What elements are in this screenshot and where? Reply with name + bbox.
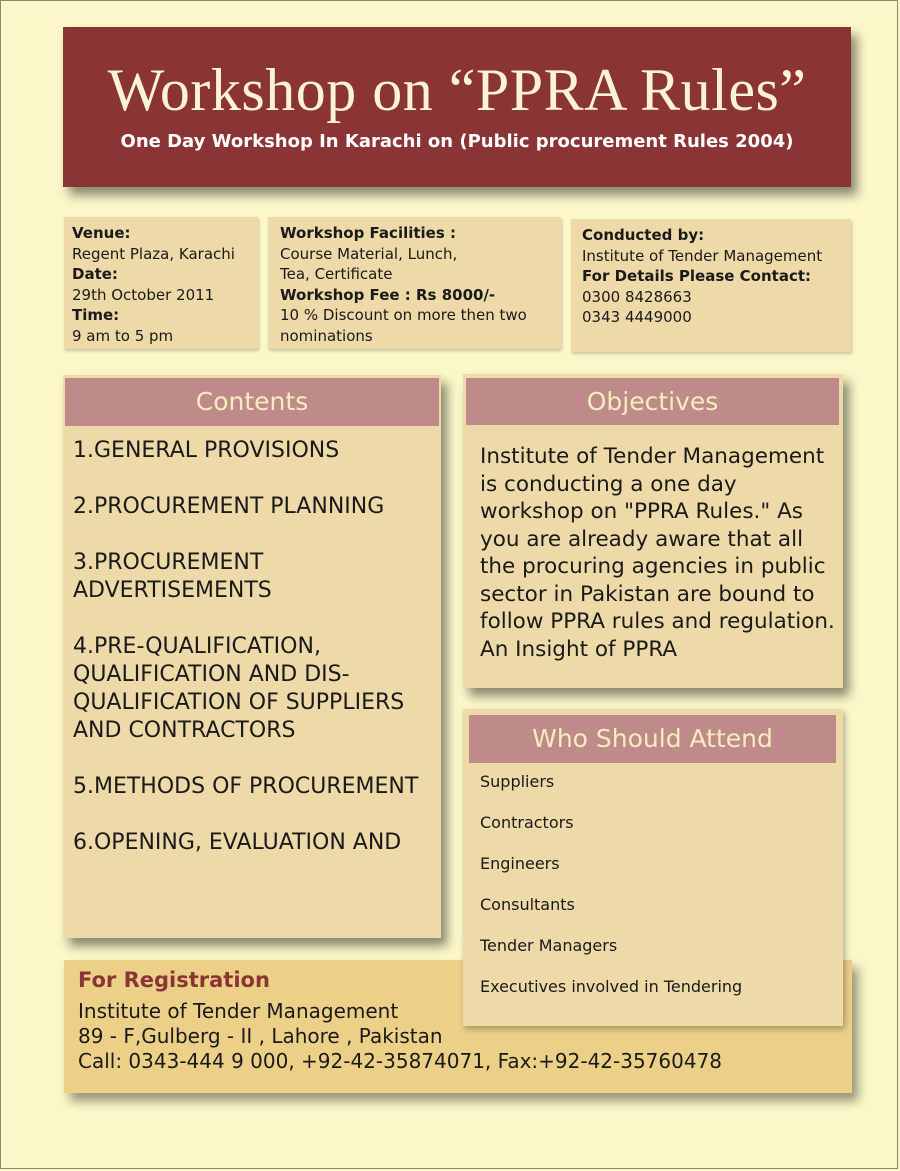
page-title: Workshop on “PPRA Rules” xyxy=(107,57,807,123)
objectives-heading: Objectives xyxy=(466,378,839,425)
fee-label: Workshop Fee : Rs 8000/- xyxy=(280,285,496,304)
registration-org: Institute of Tender Management xyxy=(78,999,399,1023)
attend-item: Consultants xyxy=(480,895,575,914)
phone-1: 0300 8428663 xyxy=(582,287,692,306)
attend-item: Executives involved in Tendering xyxy=(480,977,743,996)
contents-item: 6.OPENING, EVALUATION AND xyxy=(73,830,402,855)
title-banner xyxy=(63,27,851,187)
discount-line-1: 10 % Discount on more then two xyxy=(280,306,527,324)
facilities-box xyxy=(268,217,561,349)
registration-title: For Registration xyxy=(78,968,270,992)
contents-panel xyxy=(63,375,441,938)
attend-heading: Who Should Attend xyxy=(469,715,836,763)
contents-heading: Contents xyxy=(65,378,439,426)
discount-line-2: nominations xyxy=(280,326,373,345)
conducted-label: Conducted by: xyxy=(582,226,705,244)
time-label: Time: xyxy=(72,306,120,324)
date-value: 29th October 2011 xyxy=(72,285,215,304)
page-subtitle: One Day Workshop In Karachi on (Public procurement Rules 2004) xyxy=(120,131,794,152)
registration-phone: Call: 0343-444 9 000, +92-42-35874071, Fax:+92-42-35760478 xyxy=(78,1049,723,1073)
venue-value: Regent Plaza, Karachi xyxy=(72,244,235,263)
contents-item: 1.GENERAL PROVISIONS xyxy=(73,438,340,463)
contents-list xyxy=(73,437,435,922)
contents-item: 4.PRE-QUALIFICATION, QUALIFICATION AND DIS-QUALIFICATION OF SUPPLIERS AND CONTRACTORS xyxy=(73,634,405,743)
phone-2: 0343 4449000 xyxy=(582,308,692,326)
objectives-panel xyxy=(463,374,843,688)
facilities-line-2: Tea, Certificate xyxy=(280,265,393,283)
conducted-box xyxy=(571,219,851,352)
facilities-label: Workshop Facilities : xyxy=(280,224,457,242)
registration-address: 89 - F,Gulberg - II , Lahore , Pakistan xyxy=(78,1024,443,1048)
contents-item: 2.PROCUREMENT PLANNING xyxy=(73,494,385,519)
attend-item: Suppliers xyxy=(480,772,555,791)
attend-item: Tender Managers xyxy=(480,936,618,955)
date-label: Date: xyxy=(72,265,118,283)
venue-label: Venue: xyxy=(72,224,131,242)
contents-item: 3.PROCUREMENT ADVERTISEMENTS xyxy=(73,550,272,603)
conducted-value: Institute of Tender Management xyxy=(582,246,823,265)
time-value: 9 am to 5 pm xyxy=(72,326,174,345)
venue-box xyxy=(64,217,258,349)
contents-item: 5.METHODS OF PROCUREMENT xyxy=(73,774,419,799)
attend-item: Engineers xyxy=(480,854,560,873)
attend-item: Contractors xyxy=(480,813,574,832)
attend-panel xyxy=(463,709,843,1026)
facilities-line-1: Course Material, Lunch, xyxy=(280,244,458,263)
objectives-text: Institute of Tender Management is conducting a one day workshop on "PPRA Rules." As you are already aware that all the procuring agencies in public sector in Pakistan are bound to follow PPRA rules and regulation. An Insight of PPRA xyxy=(480,444,835,662)
attend-list xyxy=(480,771,835,1017)
contact-label: For Details Please Contact: xyxy=(582,267,812,285)
